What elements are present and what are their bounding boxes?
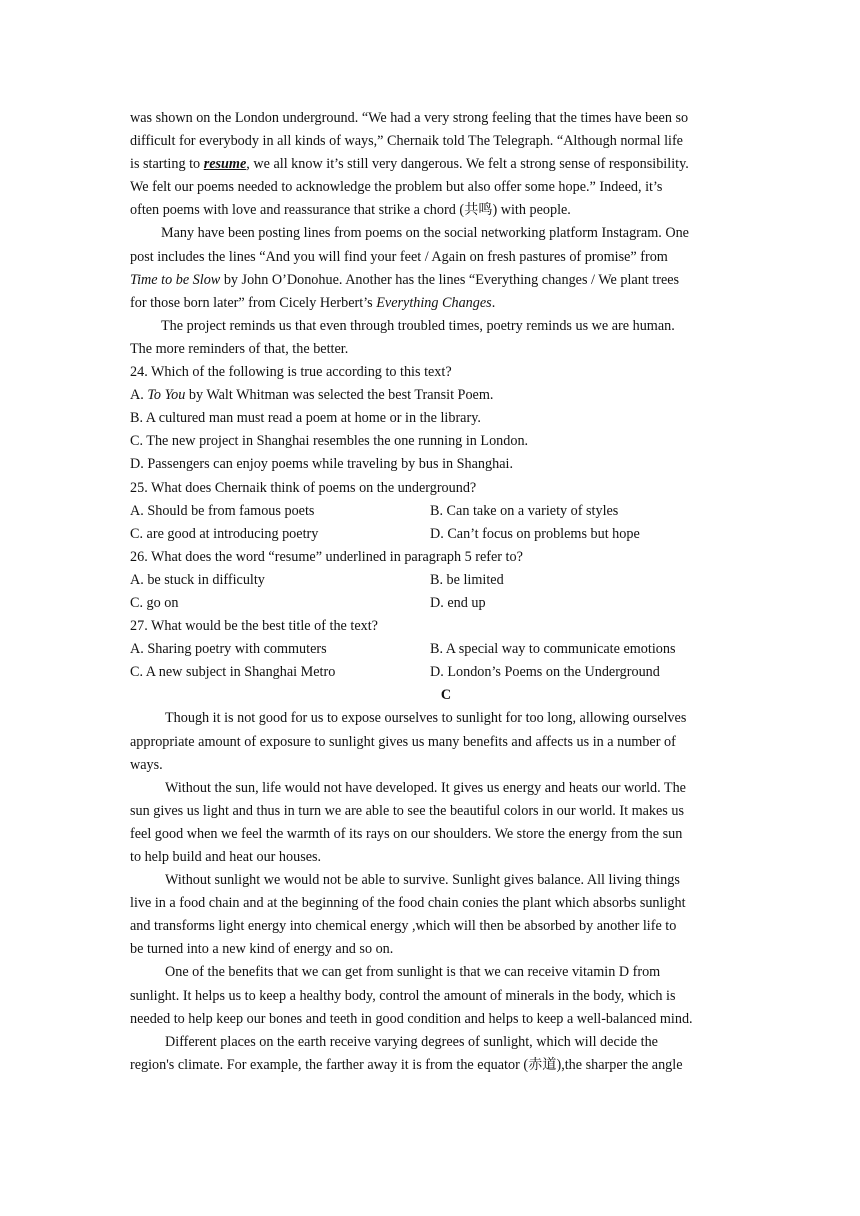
question-25: 25. What does Chernaik think of poems on the underground? — [130, 479, 477, 496]
option-26-d: D. end up — [430, 594, 486, 611]
text-body — [130, 107, 740, 1077]
paragraph-line: Many have been posting lines from poems on the social networking platform Instagram. One — [161, 225, 689, 242]
paragraph-line: Though it is not good for us to expose ourselves to sunlight for too long, allowing ourselves — [165, 710, 687, 727]
option-24-a — [130, 384, 740, 407]
question-27: 27. What would be the best title of the text? — [130, 618, 378, 635]
paragraph-line: ways. — [130, 756, 163, 773]
option-25-d: D. Can’t focus on problems but hope — [430, 525, 640, 542]
option-27-b: B. A special way to communicate emotions — [430, 641, 676, 658]
question-24: 24. Which of the following is true according to this text? — [130, 364, 452, 381]
paragraph-line: needed to help keep our bones and teeth in good condition and helps to keep a well-balanced mind. — [130, 1010, 693, 1027]
paragraph-line: often poems with love and reassurance that strike a chord (共鸣) with people. — [130, 202, 571, 219]
paragraph-line: appropriate amount of exposure to sunlight gives us many benefits and affects us in a number of — [130, 733, 676, 750]
option-25-a: A. Should be from famous poets — [130, 502, 315, 519]
options-row — [130, 661, 740, 684]
paragraph-line: sunlight. It helps us to keep a healthy body, control the amount of minerals in the body, which is — [130, 987, 676, 1004]
text-run: A. — [130, 387, 148, 404]
underlined-word-resume: resume — [203, 156, 247, 173]
paragraph-line: The project reminds us that even through troubled times, poetry reminds us we are human. — [161, 317, 675, 334]
option-27-c: C. A new subject in Shanghai Metro — [130, 664, 336, 681]
paragraph-line: be turned into a new kind of energy and so on. — [130, 941, 394, 958]
paragraph-line: was shown on the London underground. “We had a very strong feeling that the times have been so — [130, 110, 689, 126]
paragraph-line: live in a food chain and at the beginning of the food chain conies the plant which absorbs sunlight — [130, 895, 686, 912]
paragraph-line: feel good when we feel the warmth of its rays on our shoulders. We store the energy from the sun — [130, 825, 683, 842]
text-run: for those born later” from Cicely Herbert’s — [130, 294, 377, 311]
poem-title: Everything Changes — [376, 294, 492, 311]
paragraph-line: The more reminders of that, the better. — [130, 340, 349, 357]
poem-title: To You — [147, 387, 186, 404]
paragraph-line: and transforms light energy into chemical energy ,which will then be absorbed by another life to — [130, 918, 677, 935]
paragraph-line: sun gives us light and thus in turn we are able to see the beautiful colors in our world. It makes us — [130, 802, 684, 819]
paragraph-line: to help build and heat our houses. — [130, 849, 322, 865]
option-24-c: C. The new project in Shanghai resembles the one running in London. — [130, 433, 529, 450]
question-26: 26. What does the word “resume” underlined in paragraph 5 refer to? — [130, 548, 523, 565]
paragraph-line: Different places on the earth receive varying degrees of sunlight, which will decide the — [165, 1033, 658, 1050]
text-run: . — [491, 294, 496, 311]
paragraph-line: We felt our poems needed to acknowledge the problem but also offer some hope.” Indeed, it’s — [130, 179, 663, 196]
option-25-b: B. Can take on a variety of styles — [430, 502, 619, 519]
poem-title: Time to be Slow — [130, 271, 221, 288]
text-run: is starting to — [130, 156, 204, 173]
paragraph-line: One of the benefits that we can get from sunlight is that we can receive vitamin D from — [165, 964, 661, 981]
text-run: , we all know it’s still very dangerous. We felt a strong sense of responsibility. — [246, 156, 689, 173]
options-row — [130, 523, 740, 546]
option-26-b: B. be limited — [430, 571, 504, 588]
option-27-d: D. London’s Poems on the Underground — [430, 664, 660, 681]
section-heading-c: C — [440, 687, 452, 704]
paragraph-line — [130, 292, 740, 315]
paragraph-line: Without sunlight we would not be able to survive. Sunlight gives balance. All living things — [165, 872, 680, 889]
options-row — [130, 592, 740, 615]
option-24-d: D. Passengers can enjoy poems while traveling by bus in Shanghai. — [130, 456, 513, 473]
text-run: by John O’Donohue. Another has the lines “Everything changes / We plant trees — [220, 271, 680, 288]
paragraph-line — [130, 269, 740, 292]
option-25-c: C. are good at introducing poetry — [130, 525, 319, 542]
option-26-a: A. be stuck in difficulty — [130, 571, 265, 588]
paragraph-line: post includes the lines “And you will find your feet / Again on fresh pastures of promise” from — [130, 248, 668, 265]
paragraph-line: Without the sun, life would not have developed. It gives us energy and heats our world. The — [165, 779, 686, 796]
option-27-a: A. Sharing poetry with commuters — [130, 641, 327, 658]
options-row — [130, 638, 740, 661]
option-26-c: C. go on — [130, 594, 179, 611]
options-row — [130, 500, 740, 523]
text-run: by Walt Whitman was selected the best Transit Poem. — [185, 387, 494, 404]
option-24-b: B. A cultured man must read a poem at home or in the library. — [130, 410, 481, 427]
paragraph-line: difficult for everybody in all kinds of ways,” Chernaik told The Telegraph. “Although normal life — [130, 133, 683, 150]
paragraph-line — [130, 153, 740, 176]
paragraph-line: region's climate. For example, the farther away it is from the equator (赤道),the sharper the angle — [130, 1056, 683, 1073]
options-row — [130, 569, 740, 592]
